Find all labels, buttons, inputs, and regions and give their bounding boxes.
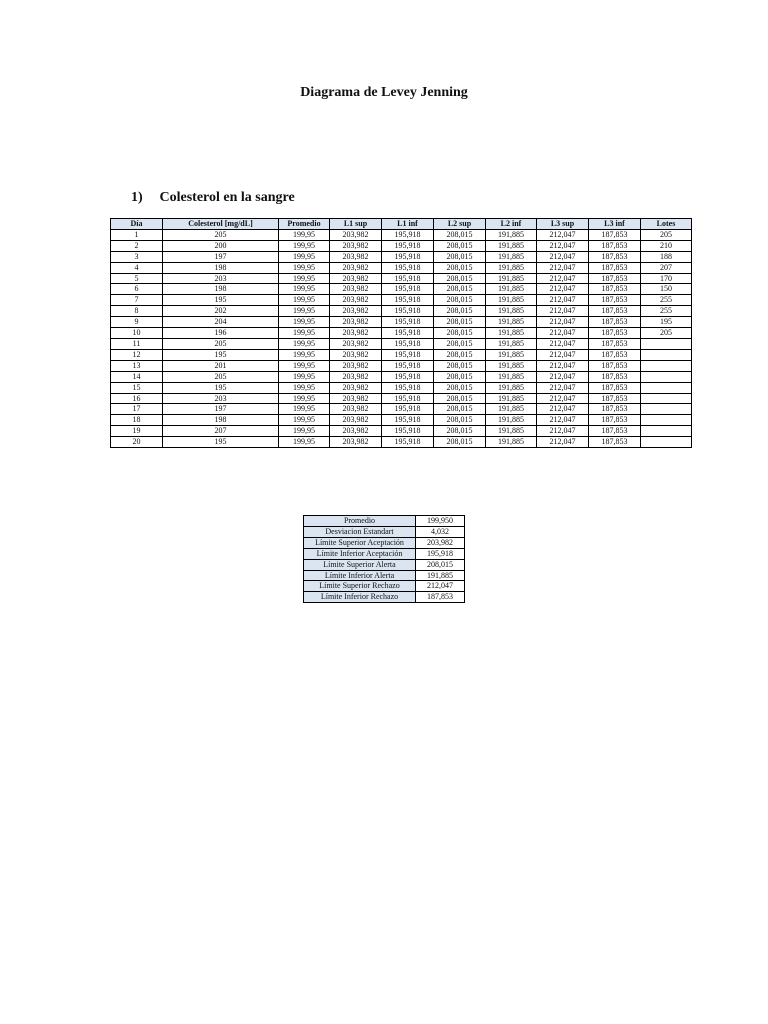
table-cell: 195,918 <box>382 240 434 251</box>
table-cell: 199,95 <box>279 338 330 349</box>
table-cell: 208,015 <box>434 262 486 273</box>
table-cell: 191,885 <box>486 295 537 306</box>
summary-row <box>304 526 465 537</box>
table-cell: 195,918 <box>382 229 434 240</box>
table-cell: 191,885 <box>486 284 537 295</box>
table-cell: 208,015 <box>434 295 486 306</box>
table-cell: 199,95 <box>279 437 330 448</box>
table-cell: 208,015 <box>434 328 486 339</box>
table-cell: 203,982 <box>330 317 382 328</box>
table-cell: 203,982 <box>330 349 382 360</box>
table-row <box>111 437 692 448</box>
table-cell: 2 <box>111 240 163 251</box>
table-cell: 203,982 <box>330 437 382 448</box>
table-cell: 212,047 <box>537 349 589 360</box>
column-header: L2 sup <box>434 219 486 230</box>
table-cell: 196 <box>163 328 279 339</box>
section-title: Colesterol en la sangre <box>159 190 295 205</box>
table-cell: 208,015 <box>434 371 486 382</box>
table-cell: 16 <box>111 393 163 404</box>
table-cell: 199,95 <box>279 229 330 240</box>
table-cell: 200 <box>163 240 279 251</box>
table-cell: 195 <box>163 349 279 360</box>
table-row <box>111 295 692 306</box>
table-cell: 199,95 <box>279 371 330 382</box>
table-row <box>111 273 692 284</box>
table-cell: 5 <box>111 273 163 284</box>
summary-value: 191,885 <box>416 570 465 581</box>
table-cell: 191,885 <box>486 426 537 437</box>
table-cell: 195,918 <box>382 426 434 437</box>
table-cell: 187,853 <box>589 426 641 437</box>
summary-label: Límite Inferior Rechazo <box>304 592 416 603</box>
table-cell: 191,885 <box>486 229 537 240</box>
table-cell: 195,918 <box>382 317 434 328</box>
table-cell <box>641 338 692 349</box>
table-cell: 195,918 <box>382 360 434 371</box>
table-cell: 13 <box>111 360 163 371</box>
table-cell: 208,015 <box>434 382 486 393</box>
table-cell: 195,918 <box>382 382 434 393</box>
table-row <box>111 251 692 262</box>
table-cell: 199,95 <box>279 251 330 262</box>
table-cell: 191,885 <box>486 415 537 426</box>
table-cell: 195,918 <box>382 251 434 262</box>
table-cell: 212,047 <box>537 317 589 328</box>
table-cell: 208,015 <box>434 404 486 415</box>
table-row <box>111 262 692 273</box>
table-cell: 191,885 <box>486 404 537 415</box>
table-cell: 208,015 <box>434 338 486 349</box>
summary-row <box>304 559 465 570</box>
table-cell: 195 <box>641 317 692 328</box>
table-cell <box>641 349 692 360</box>
table-cell: 187,853 <box>589 328 641 339</box>
table-row <box>111 426 692 437</box>
table-cell: 203,982 <box>330 295 382 306</box>
table-cell: 187,853 <box>589 404 641 415</box>
table-cell: 19 <box>111 426 163 437</box>
table-cell: 191,885 <box>486 240 537 251</box>
table-cell: 199,95 <box>279 262 330 273</box>
table-cell: 198 <box>163 415 279 426</box>
table-cell: 187,853 <box>589 240 641 251</box>
table-cell: 187,853 <box>589 349 641 360</box>
summary-label: Límite Inferior Aceptación <box>304 548 416 559</box>
table-row <box>111 240 692 251</box>
summary-label: Promedio <box>304 516 416 527</box>
table-cell: 150 <box>641 284 692 295</box>
table-cell: 203,982 <box>330 229 382 240</box>
table-cell: 191,885 <box>486 262 537 273</box>
summary-row <box>304 592 465 603</box>
table-cell: 12 <box>111 349 163 360</box>
table-cell: 208,015 <box>434 393 486 404</box>
table-cell: 20 <box>111 437 163 448</box>
table-cell: 199,95 <box>279 415 330 426</box>
table-cell: 203,982 <box>330 284 382 295</box>
column-header: Colesterol [mg/dL] <box>163 219 279 230</box>
table-cell: 203,982 <box>330 328 382 339</box>
table-cell: 9 <box>111 317 163 328</box>
table-cell: 191,885 <box>486 328 537 339</box>
table-cell: 195,918 <box>382 295 434 306</box>
summary-value: 208,015 <box>416 559 465 570</box>
table-row <box>111 284 692 295</box>
table-cell: 195,918 <box>382 262 434 273</box>
table-cell: 195,918 <box>382 393 434 404</box>
table-cell: 208,015 <box>434 251 486 262</box>
table-cell: 187,853 <box>589 437 641 448</box>
column-header: Día <box>111 219 163 230</box>
table-cell: 187,853 <box>589 415 641 426</box>
table-cell <box>641 393 692 404</box>
table-cell: 212,047 <box>537 306 589 317</box>
table-cell: 187,853 <box>589 251 641 262</box>
table-row <box>111 349 692 360</box>
table-cell: 191,885 <box>486 306 537 317</box>
table-cell: 212,047 <box>537 426 589 437</box>
table-cell: 212,047 <box>537 251 589 262</box>
table-cell: 199,95 <box>279 393 330 404</box>
table-cell: 17 <box>111 404 163 415</box>
table-cell: 195,918 <box>382 284 434 295</box>
table-cell: 199,95 <box>279 404 330 415</box>
table-cell: 203,982 <box>330 262 382 273</box>
table-cell: 212,047 <box>537 382 589 393</box>
table-cell: 197 <box>163 404 279 415</box>
table-cell: 187,853 <box>589 229 641 240</box>
table-cell: 199,95 <box>279 273 330 284</box>
table-cell: 199,95 <box>279 284 330 295</box>
table-cell: 187,853 <box>589 306 641 317</box>
table-cell <box>641 371 692 382</box>
table-cell: 10 <box>111 328 163 339</box>
table-cell: 199,95 <box>279 349 330 360</box>
table-cell: 195,918 <box>382 437 434 448</box>
table-cell: 212,047 <box>537 240 589 251</box>
table-cell <box>641 404 692 415</box>
summary-value: 212,047 <box>416 581 465 592</box>
summary-row <box>304 537 465 548</box>
table-row <box>111 317 692 328</box>
table-cell: 208,015 <box>434 240 486 251</box>
table-cell: 191,885 <box>486 437 537 448</box>
table-cell: 195,918 <box>382 415 434 426</box>
table-cell: 203 <box>163 393 279 404</box>
table-row <box>111 393 692 404</box>
table-cell <box>641 382 692 393</box>
table-cell: 191,885 <box>486 360 537 371</box>
table-cell: 202 <box>163 306 279 317</box>
column-header: L2 inf <box>486 219 537 230</box>
table-cell: 191,885 <box>486 393 537 404</box>
table-cell: 18 <box>111 415 163 426</box>
table-cell: 1 <box>111 229 163 240</box>
table-cell: 208,015 <box>434 317 486 328</box>
table-cell: 195 <box>163 437 279 448</box>
column-header: L3 sup <box>537 219 589 230</box>
table-cell: 255 <box>641 306 692 317</box>
table-cell: 212,047 <box>537 371 589 382</box>
table-cell: 198 <box>163 284 279 295</box>
table-cell <box>641 360 692 371</box>
summary-value: 187,853 <box>416 592 465 603</box>
table-cell: 195,918 <box>382 349 434 360</box>
statistics-summary-table <box>303 515 465 603</box>
table-cell: 212,047 <box>537 437 589 448</box>
table-cell: 203 <box>163 273 279 284</box>
table-cell: 191,885 <box>486 349 537 360</box>
summary-row <box>304 570 465 581</box>
table-cell: 199,95 <box>279 240 330 251</box>
table-cell: 255 <box>641 295 692 306</box>
table-cell: 187,853 <box>589 371 641 382</box>
table-cell: 3 <box>111 251 163 262</box>
table-cell: 203,982 <box>330 415 382 426</box>
table-cell: 187,853 <box>589 262 641 273</box>
table-row <box>111 404 692 415</box>
summary-row <box>304 516 465 527</box>
table-row <box>111 229 692 240</box>
table-cell: 203,982 <box>330 393 382 404</box>
table-row <box>111 360 692 371</box>
summary-value: 199,950 <box>416 516 465 527</box>
table-cell: 205 <box>163 229 279 240</box>
column-header: Promedio <box>279 219 330 230</box>
table-cell: 212,047 <box>537 328 589 339</box>
table-cell: 212,047 <box>537 262 589 273</box>
table-cell: 187,853 <box>589 382 641 393</box>
table-cell: 191,885 <box>486 317 537 328</box>
table-cell: 205 <box>163 371 279 382</box>
table-cell: 11 <box>111 338 163 349</box>
table-cell: 208,015 <box>434 349 486 360</box>
table-cell: 203,982 <box>330 404 382 415</box>
table-cell: 203,982 <box>330 338 382 349</box>
table-cell: 170 <box>641 273 692 284</box>
column-header: L1 sup <box>330 219 382 230</box>
table-cell: 191,885 <box>486 338 537 349</box>
table-cell: 210 <box>641 240 692 251</box>
table-cell: 199,95 <box>279 328 330 339</box>
table-cell: 195 <box>163 382 279 393</box>
table-cell: 195,918 <box>382 371 434 382</box>
table-cell <box>641 415 692 426</box>
table-cell <box>641 437 692 448</box>
summary-label: Desviacion Estandart <box>304 526 416 537</box>
table-cell: 195,918 <box>382 328 434 339</box>
table-row <box>111 371 692 382</box>
table-cell: 205 <box>163 338 279 349</box>
table-cell: 199,95 <box>279 317 330 328</box>
table-cell: 205 <box>641 229 692 240</box>
summary-row <box>304 581 465 592</box>
table-cell: 191,885 <box>486 251 537 262</box>
table-cell: 208,015 <box>434 437 486 448</box>
summary-row <box>304 548 465 559</box>
table-cell: 197 <box>163 251 279 262</box>
table-cell: 187,853 <box>589 393 641 404</box>
column-header: Lotes <box>641 219 692 230</box>
table-row <box>111 338 692 349</box>
table-cell: 199,95 <box>279 295 330 306</box>
table-cell: 195,918 <box>382 306 434 317</box>
table-cell: 199,95 <box>279 306 330 317</box>
section-heading <box>131 190 295 206</box>
table-cell: 212,047 <box>537 273 589 284</box>
table-cell: 208,015 <box>434 426 486 437</box>
table-cell: 187,853 <box>589 317 641 328</box>
table-cell: 208,015 <box>434 306 486 317</box>
table-cell: 212,047 <box>537 415 589 426</box>
table-cell: 205 <box>641 328 692 339</box>
table-cell: 208,015 <box>434 229 486 240</box>
table-cell: 15 <box>111 382 163 393</box>
table-cell: 195,918 <box>382 338 434 349</box>
summary-value: 195,918 <box>416 548 465 559</box>
table-cell: 4 <box>111 262 163 273</box>
table-cell: 212,047 <box>537 229 589 240</box>
table-cell: 207 <box>163 426 279 437</box>
table-cell: 191,885 <box>486 273 537 284</box>
table-cell: 14 <box>111 371 163 382</box>
table-cell: 198 <box>163 262 279 273</box>
table-cell: 195 <box>163 295 279 306</box>
column-header: L3 inf <box>589 219 641 230</box>
table-cell: 208,015 <box>434 273 486 284</box>
table-cell: 208,015 <box>434 415 486 426</box>
table-cell: 203,982 <box>330 360 382 371</box>
table-cell: 212,047 <box>537 404 589 415</box>
table-cell: 188 <box>641 251 692 262</box>
table-cell: 203,982 <box>330 240 382 251</box>
table-cell: 195,918 <box>382 273 434 284</box>
table-cell: 201 <box>163 360 279 371</box>
table-cell: 208,015 <box>434 360 486 371</box>
table-cell: 203,982 <box>330 251 382 262</box>
table-cell: 212,047 <box>537 393 589 404</box>
table-cell: 212,047 <box>537 284 589 295</box>
summary-value: 203,982 <box>416 537 465 548</box>
table-cell: 208,015 <box>434 284 486 295</box>
table-cell: 203,982 <box>330 371 382 382</box>
table-cell: 212,047 <box>537 360 589 371</box>
table-row <box>111 328 692 339</box>
summary-label: Límite Superior Rechazo <box>304 581 416 592</box>
table-cell: 212,047 <box>537 338 589 349</box>
table-cell: 187,853 <box>589 284 641 295</box>
table-cell: 199,95 <box>279 426 330 437</box>
table-cell: 203,982 <box>330 306 382 317</box>
table-cell: 7 <box>111 295 163 306</box>
table-cell: 187,853 <box>589 338 641 349</box>
table-cell: 8 <box>111 306 163 317</box>
table-cell: 212,047 <box>537 295 589 306</box>
cholesterol-data-table <box>110 218 692 448</box>
table-cell: 199,95 <box>279 360 330 371</box>
document-title: Diagrama de Levey Jenning <box>300 85 468 100</box>
table-cell: 191,885 <box>486 371 537 382</box>
table-cell: 203,982 <box>330 426 382 437</box>
summary-value: 4,032 <box>416 526 465 537</box>
table-cell: 6 <box>111 284 163 295</box>
table-row <box>111 382 692 393</box>
table-cell: 203,982 <box>330 273 382 284</box>
table-cell: 199,95 <box>279 382 330 393</box>
table-cell: 204 <box>163 317 279 328</box>
table-cell: 187,853 <box>589 295 641 306</box>
table-cell: 207 <box>641 262 692 273</box>
column-header: L1 inf <box>382 219 434 230</box>
table-row <box>111 306 692 317</box>
section-number: 1) <box>131 190 143 205</box>
table-cell: 195,918 <box>382 404 434 415</box>
summary-label: Límite Superior Alerta <box>304 559 416 570</box>
table-cell: 191,885 <box>486 382 537 393</box>
summary-label: Límite Superior Aceptación <box>304 537 416 548</box>
table-header-row <box>111 219 692 230</box>
table-cell: 187,853 <box>589 360 641 371</box>
table-cell: 203,982 <box>330 382 382 393</box>
summary-label: Límite Inferior Alerta <box>304 570 416 581</box>
table-cell: 187,853 <box>589 273 641 284</box>
table-row <box>111 415 692 426</box>
table-cell <box>641 426 692 437</box>
